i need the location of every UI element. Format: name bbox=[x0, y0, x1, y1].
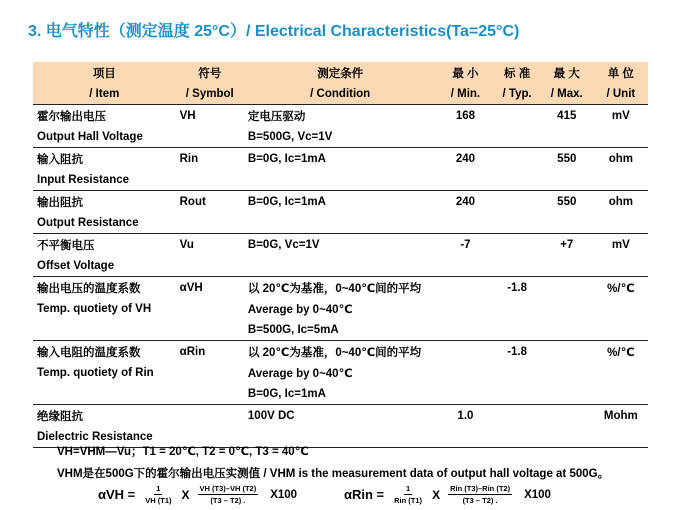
condition-cell: Average by 0~40℃ bbox=[247, 367, 353, 380]
typ-cell bbox=[494, 255, 540, 277]
electrical-characteristics-table bbox=[33, 62, 648, 448]
item-name-cn: 霍尔输出电压 bbox=[33, 105, 176, 127]
fraction-numerator: 1 bbox=[156, 484, 161, 493]
table-row bbox=[33, 148, 648, 170]
item-name-cn: 绝缘阻抗 bbox=[33, 405, 176, 427]
note-vhm: VHM是在500G下的霍尔输出电压实测值 / VHM is the measurement data of output hall voltage at 500G。 bbox=[57, 468, 610, 480]
formula-operator: X bbox=[181, 487, 190, 502]
header-row-en bbox=[33, 83, 648, 105]
unit-cell: mV bbox=[594, 105, 648, 127]
min-cell bbox=[437, 341, 495, 363]
typ-cell bbox=[494, 191, 540, 213]
fraction bbox=[392, 484, 424, 505]
condition-cell: 定电压驱动 bbox=[244, 105, 437, 127]
header-max-en: / Max. bbox=[540, 83, 594, 105]
table-row bbox=[33, 191, 648, 213]
condition-cell: Average by 0~40℃ bbox=[247, 303, 353, 316]
header-symbol-en: / Symbol bbox=[176, 83, 244, 105]
symbol-cell bbox=[176, 255, 244, 277]
condition-cell bbox=[244, 255, 437, 277]
formula-alpha-vh bbox=[98, 484, 297, 505]
unit-cell: %/℃ bbox=[594, 277, 648, 299]
fraction-denominator: (T3 – T2) . bbox=[462, 496, 498, 505]
min-cell: 168 bbox=[437, 105, 495, 127]
unit-cell bbox=[594, 319, 648, 341]
condition-cell bbox=[244, 212, 437, 234]
symbol-cell: Rin bbox=[176, 148, 244, 170]
symbol-cell bbox=[176, 405, 244, 427]
fraction-numerator: Rin (T3)–Rin (T2) bbox=[450, 484, 511, 493]
min-cell bbox=[437, 298, 495, 319]
header-item-cn: 项目 bbox=[33, 62, 176, 83]
min-cell bbox=[437, 277, 495, 299]
unit-cell bbox=[594, 426, 648, 448]
header-condition-en: / Condition bbox=[244, 83, 437, 105]
max-cell bbox=[540, 405, 594, 427]
table-row bbox=[33, 341, 648, 363]
formula-lhs: αVH = bbox=[98, 487, 136, 502]
header-unit-cn: 单 位 bbox=[594, 62, 648, 83]
min-cell bbox=[437, 319, 495, 341]
item-name-cn: 输出电压的温度系数 bbox=[33, 277, 176, 299]
condition-cell: B=500G, Ic=5mA bbox=[247, 323, 339, 336]
fraction-numerator: 1 bbox=[406, 484, 411, 493]
typ-cell bbox=[494, 405, 540, 427]
header-condition-cn: 测定条件 bbox=[244, 62, 437, 83]
fraction-denominator: Rin (T1) bbox=[394, 496, 423, 505]
unit-cell: %/℃ bbox=[594, 341, 648, 363]
typ-cell bbox=[494, 426, 540, 448]
unit-cell: Mohm bbox=[594, 405, 648, 427]
typ-cell bbox=[494, 234, 540, 256]
header-typ-cn: 标 准 bbox=[494, 62, 540, 83]
item-name-en: Offset Voltage bbox=[37, 259, 115, 272]
item-name-en bbox=[33, 319, 176, 341]
min-cell bbox=[437, 426, 495, 448]
unit-cell bbox=[594, 362, 648, 383]
typ-cell bbox=[494, 148, 540, 170]
item-name-cn: 输入阻抗 bbox=[33, 148, 176, 170]
condition-cell: B=500G, Vc=1V bbox=[247, 130, 333, 143]
fraction-denominator: VH (T1) bbox=[145, 496, 172, 505]
unit-cell: mV bbox=[594, 234, 648, 256]
table-body bbox=[33, 105, 648, 448]
symbol-cell: αVH bbox=[176, 277, 244, 299]
item-name-en: Temp. quotiety of Rin bbox=[37, 366, 154, 379]
symbol-cell bbox=[176, 212, 244, 234]
unit-cell bbox=[594, 255, 648, 277]
fraction bbox=[198, 484, 259, 505]
item-name-en: Dielectric Resistance bbox=[33, 426, 176, 448]
symbol-cell bbox=[176, 319, 244, 341]
condition-cell: B=0G, Vc=1V bbox=[244, 234, 437, 256]
fraction bbox=[448, 484, 512, 505]
condition-cell: 以 20℃为基准，0~40℃间的平均 bbox=[244, 277, 437, 299]
symbol-cell bbox=[176, 126, 244, 148]
formula-operator: X bbox=[432, 487, 441, 502]
table-row bbox=[33, 212, 648, 234]
max-cell bbox=[540, 298, 594, 319]
unit-cell bbox=[594, 212, 648, 234]
item-name-cn: 输入电阻的温度系数 bbox=[33, 341, 176, 363]
condition-cell: 100V DC bbox=[244, 405, 437, 427]
max-cell bbox=[540, 126, 594, 148]
min-cell bbox=[437, 362, 495, 383]
unit-cell bbox=[594, 169, 648, 191]
typ-cell bbox=[494, 105, 540, 127]
max-cell bbox=[540, 319, 594, 341]
typ-cell: -1.8 bbox=[494, 341, 540, 363]
typ-cell bbox=[494, 362, 540, 383]
condition-cell: B=0G, Ic=1mA bbox=[244, 148, 437, 170]
header-item-en: / Item bbox=[33, 83, 176, 105]
note-definition: VH=VHM—Vu；T1 = 20℃, T2 = 0℃, T3 = 40℃ bbox=[57, 446, 309, 458]
min-cell bbox=[437, 212, 495, 234]
item-name-cn: 不平衡电压 bbox=[33, 234, 176, 256]
fraction-numerator: VH (T3)–VH (T2) bbox=[199, 484, 257, 493]
table-row bbox=[33, 383, 648, 405]
min-cell bbox=[437, 255, 495, 277]
header-max-cn: 最 大 bbox=[540, 62, 594, 83]
table-row bbox=[33, 405, 648, 427]
table-row bbox=[33, 234, 648, 256]
unit-cell bbox=[594, 383, 648, 405]
max-cell bbox=[540, 277, 594, 299]
typ-cell bbox=[494, 383, 540, 405]
unit-cell bbox=[594, 298, 648, 319]
typ-cell bbox=[494, 212, 540, 234]
typ-cell: -1.8 bbox=[494, 277, 540, 299]
fraction-denominator: (T3 – T2) . bbox=[210, 496, 246, 505]
typ-cell bbox=[494, 169, 540, 191]
typ-cell bbox=[494, 126, 540, 148]
formula-multiplier: X100 bbox=[524, 488, 551, 501]
max-cell bbox=[540, 255, 594, 277]
table-row bbox=[33, 319, 648, 341]
item-name-en: Output Hall Voltage bbox=[37, 130, 143, 143]
min-cell: -7 bbox=[437, 234, 495, 256]
table-row bbox=[33, 277, 648, 299]
table-row bbox=[33, 169, 648, 191]
table-row bbox=[33, 126, 648, 148]
symbol-cell: Rout bbox=[176, 191, 244, 213]
max-cell bbox=[540, 426, 594, 448]
table-header bbox=[33, 62, 648, 105]
typ-cell bbox=[494, 298, 540, 319]
condition-cell bbox=[244, 169, 437, 191]
header-min-en: / Min. bbox=[437, 83, 495, 105]
max-cell bbox=[540, 169, 594, 191]
item-name-en: Temp. quotiety of VH bbox=[37, 302, 152, 315]
formula-lhs: αRin = bbox=[344, 487, 385, 502]
symbol-cell: αRin bbox=[176, 341, 244, 363]
max-cell bbox=[540, 341, 594, 363]
min-cell: 240 bbox=[437, 191, 495, 213]
symbol-cell bbox=[176, 298, 244, 319]
formula-alpha-rin bbox=[344, 484, 551, 505]
table-row bbox=[33, 298, 648, 319]
formula-multiplier: X100 bbox=[270, 488, 298, 501]
min-cell bbox=[437, 383, 495, 405]
condition-cell: B=0G, Ic=1mA bbox=[247, 387, 326, 400]
typ-cell bbox=[494, 319, 540, 341]
max-cell: 550 bbox=[540, 191, 594, 213]
item-name-en: Output Resistance bbox=[37, 216, 139, 229]
condition-cell: 以 20℃为基准，0~40℃间的平均 bbox=[244, 341, 437, 363]
unit-cell bbox=[594, 126, 648, 148]
max-cell: 415 bbox=[540, 105, 594, 127]
header-min-cn: 最 小 bbox=[437, 62, 495, 83]
min-cell bbox=[437, 126, 495, 148]
table-row bbox=[33, 255, 648, 277]
max-cell bbox=[540, 362, 594, 383]
unit-cell: ohm bbox=[594, 191, 648, 213]
min-cell: 1.0 bbox=[437, 405, 495, 427]
header-row-cn bbox=[33, 62, 648, 83]
fraction bbox=[143, 484, 173, 505]
max-cell bbox=[540, 212, 594, 234]
symbol-cell bbox=[176, 383, 244, 405]
symbol-cell bbox=[176, 362, 244, 383]
symbol-cell: Vu bbox=[176, 234, 244, 256]
header-typ-en: / Typ. bbox=[494, 83, 540, 105]
item-name-cn: 输出阻抗 bbox=[33, 191, 176, 213]
max-cell: 550 bbox=[540, 148, 594, 170]
table-row bbox=[33, 105, 648, 127]
min-cell bbox=[437, 169, 495, 191]
symbol-cell: VH bbox=[176, 105, 244, 127]
min-cell: 240 bbox=[437, 148, 495, 170]
symbol-cell bbox=[176, 169, 244, 191]
header-symbol-cn: 符号 bbox=[176, 62, 244, 83]
condition-cell: B=0G, Ic=1mA bbox=[244, 191, 437, 213]
item-name-en bbox=[33, 383, 176, 405]
item-name-en: Input Resistance bbox=[37, 173, 130, 186]
max-cell: +7 bbox=[540, 234, 594, 256]
header-unit-en: / Unit bbox=[594, 83, 648, 105]
max-cell bbox=[540, 383, 594, 405]
table-row bbox=[33, 362, 648, 383]
unit-cell: ohm bbox=[594, 148, 648, 170]
section-title: 3. 电气特性（测定温度 25°C）/ Electrical Characteristics(Ta=25°C) bbox=[28, 23, 520, 40]
